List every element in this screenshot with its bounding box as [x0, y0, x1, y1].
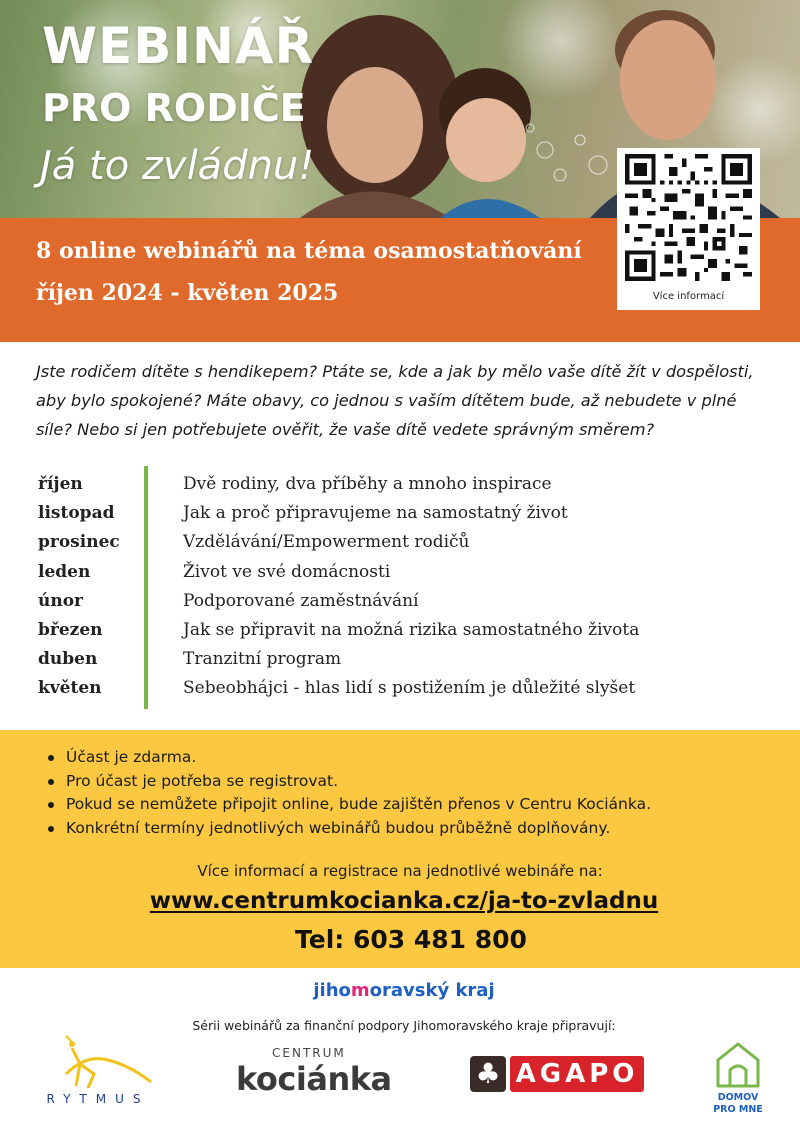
region-logo-highlight: m: [350, 980, 370, 1001]
domov-wordmark: DOMOV: [717, 1092, 759, 1103]
kocianka-logo: [232, 1046, 407, 1106]
info-bullets: [46, 746, 651, 840]
schedule-month: prosinec: [38, 532, 120, 553]
hero-subtitle: PRO RODIČE: [42, 86, 306, 130]
schedule-topic: Jak a proč připravujeme na samostatný život: [183, 503, 568, 524]
schedule-list: [38, 470, 778, 704]
phone-number[interactable]: Tel: 603 481 800: [295, 925, 527, 954]
schedule-topic: Sebeobhájci - hlas lidí s postižením je důležité slyšet: [183, 678, 636, 699]
schedule-month: listopad: [38, 503, 115, 524]
schedule-month: květen: [38, 678, 102, 699]
schedule-month: leden: [38, 561, 91, 582]
qr-code-card[interactable]: [617, 148, 760, 310]
rytmus-figure-icon: [36, 1034, 160, 1092]
info-section: [0, 730, 800, 968]
registration-note: Více informací a registrace na jednotlivé webináře na:: [197, 862, 603, 880]
info-bullet: Pro účast je potřeba se registrovat.: [46, 770, 651, 794]
house-icon: [708, 1038, 768, 1090]
band-headline: 8 online webinářů na téma osamostatňování: [36, 238, 582, 264]
schedule-row: [38, 558, 778, 587]
intro-paragraph: Jste rodičem dítěte s hendikepem? Ptáte se, kde a jak by mělo vaše dítě žít v dospělosti, aby bylo spokojené? Máte obavy, co jednou s vaším dítětem bude, až nebudete v plné síle? Nebo si jen potřebujete ověřit, že vaše dítě vedete správným směrem?: [36, 362, 754, 439]
kocianka-subtitle: CENTRUM: [272, 1046, 346, 1060]
info-bullet: Účast je zdarma.: [46, 746, 651, 770]
clover-icon: ♣: [470, 1056, 506, 1092]
region-logo-part: oravský kraj: [369, 980, 495, 1001]
info-bullet: Pokud se nemůžete připojit online, bude zajištěn přenos v Centru Kociánka.: [46, 793, 651, 817]
support-statement: Sérii webinářů za finanční podpory Jihomoravského kraje připravují:: [192, 1018, 616, 1033]
rytmus-wordmark: RYTMUS: [46, 1092, 150, 1106]
schedule-month: únor: [38, 590, 84, 611]
schedule-topic: Vzdělávání/Empowerment rodičů: [183, 532, 470, 553]
footer: [0, 968, 800, 1132]
region-logo-part: jiho: [313, 980, 351, 1001]
region-logo: [0, 980, 800, 1001]
schedule-row: [38, 616, 778, 645]
schedule-row: [38, 645, 778, 674]
schedule-topic: Dvě rodiny, dva příběhy a mnoho inspirace: [183, 474, 552, 494]
qr-code-icon[interactable]: [625, 154, 752, 281]
schedule-row: [38, 528, 778, 557]
band-dates: říjen 2024 - květen 2025: [36, 280, 339, 306]
qr-label: Více informací: [652, 291, 725, 302]
domov-logo: [708, 1038, 768, 1122]
info-bullet: Konkrétní termíny jednotlivých webinářů budou průběžně doplňovány.: [46, 817, 651, 841]
agapo-logo: [470, 1054, 646, 1096]
schedule-row: [38, 470, 778, 499]
schedule-month: březen: [38, 619, 103, 640]
schedule-month: duben: [38, 649, 98, 670]
domov-wordmark-sub: PRO MNE: [713, 1104, 763, 1115]
schedule-topic: Tranzitní program: [183, 649, 342, 670]
schedule-row: [38, 674, 778, 703]
rytmus-logo: [36, 1034, 160, 1114]
hero-title: WEBINÁŘ: [42, 17, 315, 75]
schedule-row: [38, 587, 778, 616]
agapo-wordmark: AGAPO: [515, 1059, 639, 1089]
kocianka-wordmark: kociánka: [236, 1060, 392, 1098]
schedule-topic: Život ve své domácnosti: [183, 561, 391, 582]
hero-tagline: Já to zvládnu!: [40, 143, 315, 189]
schedule-topic: Jak se připravit na možná rizika samostatného života: [183, 619, 640, 640]
schedule-month: říjen: [38, 474, 83, 494]
schedule-row: [38, 499, 778, 528]
website-link[interactable]: www.centrumkocianka.cz/ja-to-zvladnu: [149, 888, 659, 914]
schedule-topic: Podporované zaměstnávání: [183, 590, 419, 611]
